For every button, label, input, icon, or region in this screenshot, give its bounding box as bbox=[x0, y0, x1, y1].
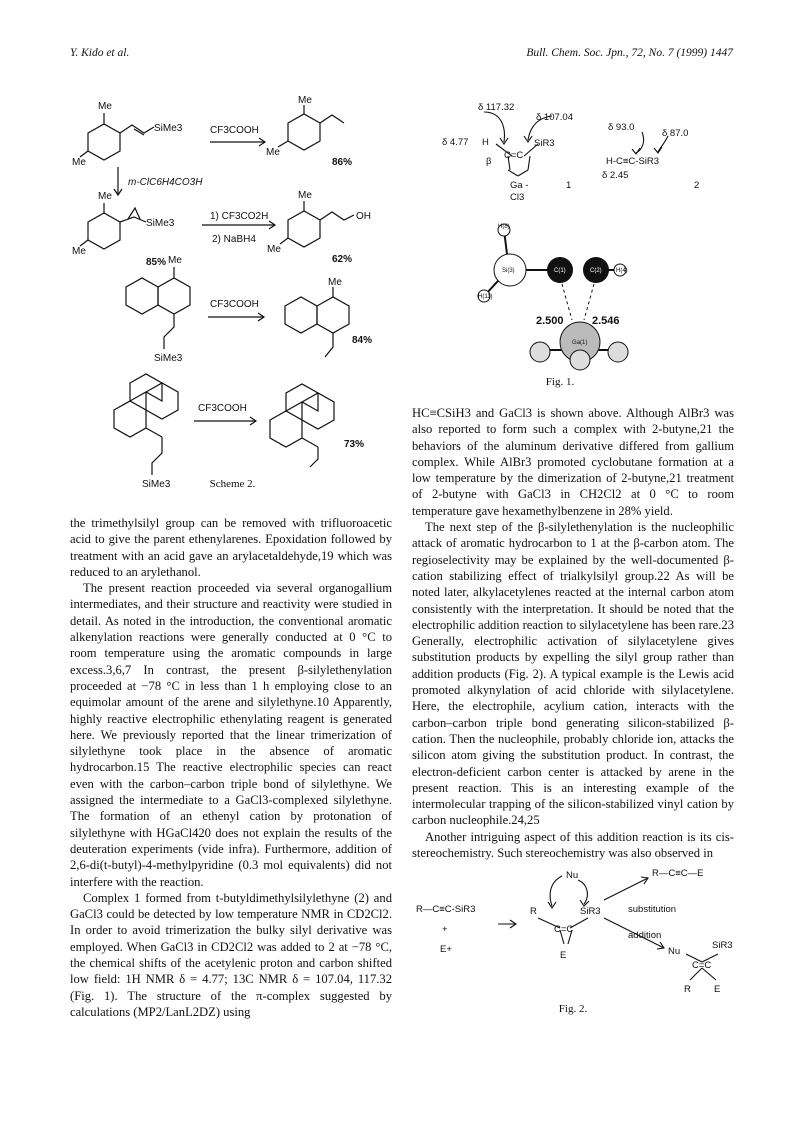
fig2-cc-product: C=C bbox=[692, 960, 712, 971]
paragraph-right-2: The next step of the β-silylethenylation is the nucleophilic attack of aromatic hydrocarbon to 1 at the β-carbon atom. The regioselectivity may be explained by the well-documented β-cation stabilizing effect of trialkylsilyl group.22 As will be noted later, alkylacetylenes reacted at the internal carbon atom consistently with the interpretation. It should be noted that the electrophilic addition reaction to silylacetylene has been rare.23 Generally, electrophilic activation of silylacetylene gives substitution products by expelling the silyl group rather than addition products (Fig. 2). A typical example is the Lewis acid promoted alkynylation of acid chloride with silylacetylene. Here, the electrophile, acylium cation, interacts with the carbon–carbon triple bond generating silicon-stabilized β-cation. Then the nucleophile, probably chloride ion, attacks the silicon atom giving the substitution product. In contrast, the electron-deficient carbon center is attacked by arene in the present reaction. This is an interesting example of the intermolecular trapping of the silicon-stabilized vinyl cation by carbon nucleophile.24,25 bbox=[412, 520, 734, 828]
scheme-2-caption: Scheme 2. bbox=[209, 478, 256, 490]
fig1-shift-245: δ 2.45 bbox=[602, 170, 629, 181]
scheme-me-9: Me bbox=[168, 255, 182, 266]
paragraph-left-3: Complex 1 formed from t-butyldimethylsilylethyne (2) and GaCl3 could be detected by low temperature NMR in CD2Cl2. In order to avoid trimerization the bulky silyl derivative was employed. When GaCl3 in CD2Cl2 was added to 2 at −78 °C, the chemical shifts of the acetylenic proton and carbon shifted low field: 1H NMR δ = 4.77; 13C NMR δ = 107.04, 117.32 (Fig. 1). The structure of the π-complex suggested by calculations (MP2/LanL2DZ) using bbox=[70, 890, 392, 1019]
scheme-yield-1: 86% bbox=[332, 157, 353, 168]
scheme-2 bbox=[70, 95, 395, 495]
scheme-me-8: Me bbox=[267, 244, 281, 255]
fig1-shift-87: δ 87.0 bbox=[662, 128, 689, 139]
scheme-reagent-3: CF3COOH bbox=[210, 299, 259, 310]
paragraph-left-1: the trimethylsilyl group can be removed with trifluoroacetic acid to give the parent ethenylarenes. Epoxidation followed by treatment with an acid gave an arylacetaldehyde,19 which was reduced to an arylethanol. bbox=[70, 516, 392, 579]
scheme-yield-4: 84% bbox=[352, 335, 373, 346]
fig2-sir3: SiR3 bbox=[580, 906, 601, 917]
scheme-step-1: 1) CF3CO2H bbox=[210, 211, 269, 222]
scheme-step-2: 2) NaBH4 bbox=[212, 234, 256, 245]
fig2-sir3-product: SiR3 bbox=[712, 940, 733, 951]
scheme-ring-2 bbox=[288, 114, 320, 150]
fig2-r-product: R bbox=[684, 984, 691, 995]
running-header-journal: Bull. Chem. Soc. Jpn., 72, No. 7 (1999) 1447 bbox=[526, 47, 733, 59]
fig1-shift-93: δ 93.0 bbox=[608, 122, 635, 133]
fig2-electrophile: E+ bbox=[440, 944, 452, 955]
text-column-right bbox=[412, 405, 734, 861]
fig1-shift-107: δ 107.04 bbox=[536, 112, 573, 123]
scheme-sime3-3: SiMe3 bbox=[154, 353, 183, 364]
scheme-ring-8 bbox=[270, 411, 302, 447]
fig1-ga: Ga - bbox=[510, 180, 529, 191]
fig1-compound-2: 2 bbox=[694, 180, 700, 191]
fig2-nucleophile: Nu bbox=[566, 870, 579, 881]
fig2-substitution-product: R—C≡C—E bbox=[652, 868, 704, 879]
fig1-atom-c2: C(2) bbox=[590, 268, 602, 274]
fig1-cc: C=C bbox=[504, 150, 524, 161]
fig1-sir3: SiR3 bbox=[534, 138, 555, 149]
fig1-atom-h4: H(4) bbox=[616, 268, 628, 274]
scheme-reagent-4: CF3COOH bbox=[198, 403, 247, 414]
scheme-me-3: Me bbox=[298, 95, 312, 106]
scheme-yield-5: 73% bbox=[344, 439, 365, 450]
fig2-reactant: R—C≡C-SiR3 bbox=[416, 904, 476, 915]
paragraph-right-1: HC≡CSiH3 and GaCl3 is shown above. Although AlBr3 was also reported to form such a complex with 2-butyne,21 the behaviors of the aluminum derivative differed from gallium complex. While AlBr3 promoted cyclobutane formation at a low temperature by the dimerization of 2-butyne,21 treatment of 2-butyne with GaCl3 in CH2Cl2 at 0 °C to room temperature gave hexamethylbenzene in 28% yield. bbox=[412, 406, 734, 518]
scheme-me-7: Me bbox=[298, 190, 312, 201]
scheme-me-4: Me bbox=[266, 147, 280, 158]
fig-2-caption: Fig. 2. bbox=[558, 1003, 588, 1015]
fig1-compound-1: 1 bbox=[566, 180, 572, 191]
scheme-yield-3: 62% bbox=[332, 254, 353, 265]
scheme-me-2: Me bbox=[72, 157, 86, 168]
fig1-shift-477: δ 4.77 bbox=[442, 137, 469, 148]
fig1-atom-si: Si(3) bbox=[502, 268, 515, 274]
scheme-me-6: Me bbox=[72, 246, 86, 257]
fig1-distance-1: 2.500 bbox=[536, 315, 564, 327]
fig2-e-product: E bbox=[714, 984, 721, 995]
fig1-molecular-model bbox=[478, 224, 628, 370]
fig1-atom-h8: H(8) bbox=[498, 224, 510, 230]
scheme-ring-1 bbox=[88, 124, 120, 160]
scheme-yield-2: 85% bbox=[146, 257, 167, 268]
scheme-reagent-1: CF3COOH bbox=[210, 125, 259, 136]
fig-1-caption: Fig. 1. bbox=[545, 376, 575, 388]
fig2-e: E bbox=[560, 950, 567, 961]
fig2-plus: + bbox=[442, 924, 448, 935]
fig1-atom-c1: C(1) bbox=[554, 268, 566, 274]
scheme-ring-5 bbox=[126, 278, 158, 314]
scheme-ring-3 bbox=[88, 213, 120, 249]
scheme-me-10: Me bbox=[328, 277, 342, 288]
fig1-alkyne: H-C≡C-SiR3 bbox=[606, 156, 660, 167]
fig1-h: H bbox=[482, 137, 489, 148]
fig2-nu2: Nu bbox=[668, 946, 681, 957]
fig1-atom-h11: H(11) bbox=[478, 294, 493, 300]
scheme-reagent-mcpba: m-ClC6H4CO3H bbox=[128, 177, 203, 188]
scheme-ring-6 bbox=[285, 297, 317, 333]
paragraph-left-2: The present reaction proceeded via several organogallium intermediates, and their structure and reactivity were studied in detail. As noted in the introduction, the conventional aromatic alkenylation reactions were generally conducted at 0 °C to room temperature using the aromatic compounds in large excess.3,6,7 In contrast, the present β-silylethenylation proceeded at −78 °C in less than 1 h employing close to an equimolar amount of the arene and silylethyne.10 Apparently, highly reactive electrophilic ethenylating reagent is generated here. We previously reported that the linear trimerization of silylethyne took place in the absence of aromatic hydrocarbon.15 The reactive electrophilic species can react even with the carbon–carbon triple bond of silylethyne. We assigned the intermediate to a GaCl3-complexed silylethyne. The formation of an ethenyl cation by protonation of silylethyne with HGaCl420 does not explain the results of the deuteration experiments (vide infra). Furthermore, addition of 2,6-di(t-butyl)-4-methylpyridine (0.3 mol equivalents) did not interfere with the reaction. bbox=[70, 581, 392, 889]
scheme-ring-7 bbox=[114, 401, 146, 437]
fig1-atom-ga: Ga(1) bbox=[572, 340, 588, 346]
figure-2 bbox=[412, 862, 742, 1002]
scheme-ring-4 bbox=[288, 211, 320, 247]
fig2-substitution-label: substitution bbox=[628, 904, 677, 915]
scheme-sime3-2: SiMe3 bbox=[146, 218, 175, 229]
fig2-r: R bbox=[530, 906, 537, 917]
fig1-distance-2: 2.546 bbox=[592, 315, 620, 327]
scheme-sime3-4: SiMe3 bbox=[142, 479, 171, 490]
text-column-left bbox=[70, 515, 392, 1020]
fig2-addition-label: addition bbox=[628, 930, 662, 941]
paragraph-right-3: Another intriguing aspect of this addition reaction is its cis-stereochemistry. Such stereochemistry was also observed in bbox=[412, 829, 734, 861]
scheme-oh: OH bbox=[356, 211, 371, 222]
fig1-shift-117: δ 117.32 bbox=[478, 102, 515, 113]
fig2-cc: C=C bbox=[554, 924, 574, 935]
scheme-me-1: Me bbox=[98, 101, 112, 112]
scheme-sime3-1: SiMe3 bbox=[154, 123, 183, 134]
figure-1 bbox=[440, 98, 730, 373]
fig1-cl3: Cl3 bbox=[510, 192, 525, 203]
running-header-authors: Y. Kido et al. bbox=[70, 47, 130, 59]
fig1-beta: β bbox=[486, 156, 492, 167]
scheme-me-5: Me bbox=[98, 191, 112, 202]
